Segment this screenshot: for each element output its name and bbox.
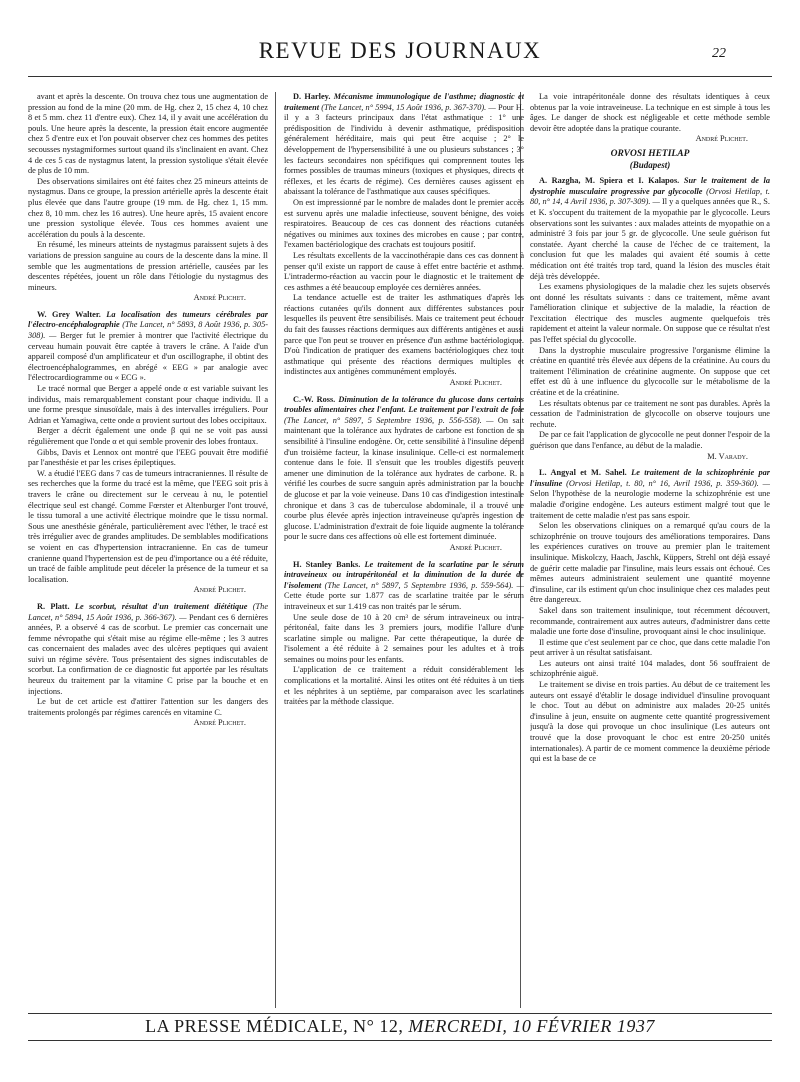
paragraph: Les résultats obtenus par ce traitement ne sont pas durables. Après la cessation de l'administration de glycocolle on observe toujours une rechute.: [530, 398, 770, 429]
paragraph: Le but de cet article est d'attirer l'attention sur les dangers des traitements prolongés par régimes carencés en vitamine C.: [28, 697, 268, 717]
article-title: Mécanisme immunologique de l'asthme; diagnostic et traitement: [284, 92, 524, 112]
paragraph: W. a étudié l'EEG dans 7 cas de tumeurs intracraniennes. Il résulte de ses recherches que la forme du tracé est la même, que l'EEG soit pris à travers le crâne ou directement sur le cerveau à nu, le potentiel électrique seul est changé. Comme Fœrster et Altenburger l'ont trouvé, le tissu tumoral a une activité électrique moindre que le tissu normal. Sous une anesthésie générale, particulièrement avec l'éther, le tracé est très irrégulier avec de grandes amplitudes. De semblables modifications se voient en cas d'hypertension intracranienne. En cas de tumeur cranienne quand l'hypertension est de peu d'importance ou a été réduite, un tracé de faible amplitude peut déceler la présence de la tumeur et sa localisation.: [28, 468, 268, 584]
paragraph: Des observations similaires ont été faites chez 25 mineurs atteints de nystagmus. Dans ce groupe, la pression artérielle après la descente était plus élevée que dans l'autre groupe (19 mm. de Hg. chez 1, 15 mm. chez 8, 10 mm. chez les 16 autres). Une heure après, 15 avaient encore une pression systolique élevée. Tous ces hommes avaient une accélération du pouls à la descente.: [28, 176, 268, 239]
article-author: C.-W. Ross.: [293, 394, 336, 404]
signature: André Plichet.: [695, 134, 748, 144]
article-author: R. Platt.: [37, 601, 70, 611]
paragraph: Gibbs, Davis et Lennox ont montré que l'EEG pouvait être modifié par l'anesthésie et par les crises épileptiques.: [28, 447, 268, 468]
journal-location: (Budapest): [629, 159, 671, 170]
paragraph: Sakel dans son traitement insulinique, tout récemment découvert, recommande, contrairement aux autres auteurs, d'administrer dans cette maladie une forte dose d'insuline, provoquant ainsi le choc insulinique.: [530, 605, 770, 637]
article-title: Diminution de la tolérance du glucose dans certains troubles alimentaires chez l'enfant. Le traitement par l'extrait de foie: [284, 394, 524, 415]
footer-rule: [28, 1040, 772, 1041]
header-rule: [28, 76, 772, 77]
article-text: Cette étude porte sur 1.877 cas de scarlatine traitée par le sérum intraveineux et sur 1.419 cas non traités par le sérum.: [284, 591, 524, 611]
paragraph: Berger a décrit également une onde β qui ne se voit pas aussi régulièrement que l'onde α et qui semble provenir des lobes frontaux.: [28, 426, 268, 446]
article-author: D. Harley.: [293, 92, 331, 101]
signature: André Plichet.: [449, 378, 502, 388]
article-reference: (The Lancet, n° 5897, 5 Septembre 1936, p. 559-564). —: [324, 580, 524, 590]
signature: André Plichet.: [193, 585, 246, 595]
paragraph: Les auteurs ont ainsi traité 104 malades, dont 56 souffraient de schizophrénie aiguë.: [530, 658, 770, 679]
paragraph: Les examens physiologiques de la maladie chez les sujets observés ont donné les résultats suivants : dans ce traitement, même avant l'amélioration clinique et subjective de la maladie, la réaction de l'excitation électrique des muscles augmente quelquefois très rapidement et atteint la valeur normale. On suppose que ce résultat n'est pas l'effet spécial du glycocolle.: [530, 282, 770, 345]
signature: André Plichet.: [193, 293, 246, 303]
paragraph: Le traitement se divise en trois parties. Au début de ce traitement les auteurs ont essayé d'établir le dosage individuel d'insuline provoquant le choc. Tout au début on administre aux malades 20-25 unités d'insuline à jeun, ensuite on augmente cette quantité progressivement jusqu'à la dose qui provoque un choc insulinique (Les auteurs ont trouvé que la dose provoquant le choc est entre 20-250 unités internationales). A partir de ce moment commence la deuxième période qui est la base de ce: [530, 680, 770, 764]
journal-heading: ORVOSI HETILAP: [610, 148, 690, 159]
article-entry: [28, 602, 268, 697]
footer-rule: [28, 1013, 772, 1014]
page-number: 22: [712, 46, 726, 61]
article-entry: [284, 92, 524, 198]
paragraph: L'application de ce traitement a réduit considérablement les complications et la mortalité. Ainsi les otites ont été réduites à un tiers et les néphrites à un septième, par comparaison avec les scarlatines traitées par la méthode classique.: [284, 665, 524, 707]
paragraph: En résumé, les mineurs atteints de nystagmus paraissent sujets à des variations de pression sanguine au cours de la descente dans la mine. Il semble que les augmentations de pression artérielle, causées par les descentes répétées, jouent un rôle dans l'étiologie du nystagmus des mineurs.: [28, 240, 268, 292]
paragraph: Dans la dystrophie musculaire progressive l'organisme élimine la créatine en quantité très élevée aux dépens de la créatinine. Au cours du traitement l'élimination de créatinine augmente. On suppose que cet effet est dû à une influence du glycocolle sur le métabolisme de la créatine et de la créatinine.: [530, 345, 770, 398]
article-reference: (The Lancet, n° 5893, 8 Août 1936, p. 305-308). —: [28, 320, 268, 341]
footer: [0, 1016, 800, 1037]
column-middle: [284, 92, 524, 1008]
article-reference: (The Lancet, n° 5897, 5 Septembre 1936, p. 556-558). —: [284, 415, 494, 425]
article-entry: [530, 176, 770, 282]
footer-journal: LA PRESSE MÉDICALE, N° 12,: [145, 1016, 404, 1036]
paragraph: Les résultats excellents de la vaccinothérapie dans ces cas donnent à penser qu'il existe un rapport de cause à effet entre bactérie et asthme. L'intradermo-réaction au vaccin pour le diagnostic et le traitement de ces asthmes a été beaucoup employée ces dernières années.: [284, 250, 524, 292]
paragraph: La voie intrapéritonéale donne des résultats identiques à ceux obtenus par la voie intraveineuse. La technique en est simple à tous les âges. Le danger de shock est négligeable et cette méthode semble devoir être adoptée dans la pratique courante.: [530, 92, 770, 133]
article-entry: [530, 468, 770, 521]
article-text: Pour H. il y a 3 facteurs principaux dans l'état asthmatique : 1° une prédisposition de l'individu à devenir asthmatique, prédisposition généralement héréditaire, mais qui peut être acquise ; 2° le développement de l'hypersensibilité à une ou plusieurs substances ; 3° les facteurs secondaires non spécifiques qui comprennent toutes les formes possibles de traumas mineurs (toxiques et physiques, directs et réflexes, et les écarts de régime). Ces dernières causes agissent en abaissant la tolérance de l'asthmatique aux causes spécifiques.: [284, 102, 524, 197]
paragraph: La tendance actuelle est de traiter les asthmatiques d'après les réactions cutanées qu'ils donnent aux différentes substances pour lesquelles ils peuvent être sensibilisés. Mais ce traitement peut échouer du fait des fausses réactions dermiques aux différents antigènes et aussi parce que l'on peut se trouver en présence d'un asthme bactériologique. D'où l'indication de pratiquer des examens bactériologiques chez tout asthmatique qui présente des réactions dermiques multiples et indistinctes aux antigènes communément employés.: [284, 293, 524, 377]
article-title: Le traitement de la schizophrénie par l'insuline: [530, 468, 770, 488]
article-entry: [284, 560, 524, 613]
article-title: Le traitement de la scarlatine par le sérum intraveineux ou intrapéritonéal et la diminution de la durée de l'isolement: [284, 559, 524, 590]
article-reference: (Orvosi Hetilap, t. 80, n° 14, 4 Avril 1936, p. 307-309). —: [530, 186, 770, 207]
article-author: W. Grey Walter.: [37, 309, 101, 319]
paragraph: On est impressionné par le nombre de malades dont le premier accès est survenu après une maladie infectieuse, souvent bénigne, des voies respiratoires. Beaucoup de ces cas donnent des réactions cutanées négatives ou minimes aux toxines des microbes en cause ; par contre, l'examen bactériologique des crachats est toujours positif.: [284, 197, 524, 250]
article-reference: (The Lancet, n° 5994, 15 Août 1936, p. 367-370). —: [321, 102, 496, 112]
article-text: Il y a quelques années que R., S. et K. s'occupent du traitement de la myopathie par le glycocolle. Leurs observations sont les suivantes : aux malades atteints de myopathie on a administré 3 fois par jour 5 gr. de glycocolle. Une seule guérison fut constatée. Ayant cherché la cause de l'échec de ce traitement, la conclusion fut que les malades qui avaient été soumis à cette médication ont été traités trop tard, quand la lésion des muscles était déjà très développée.: [530, 197, 770, 281]
article-author: L. Angyal et M. Sahel.: [539, 468, 627, 478]
article-title: Le scorbut, résultat d'un traitement diététique: [74, 601, 248, 611]
article-text: Pendant ces 6 dernières années, P. a observé 4 cas de scorbut. Le premier cas concernait une femme névropathe qui s'était mise au régime elle-même ; les 3 autres cas concernaient des malades avec des ulcères peptiques qui avaient suivi un régime sévère. Tous présentaient des signes indiscutables de scorbut. La confirmation de ce diagnostic fut apportée par les résultats heureux du traitement par la vitamine C prise par la bouche et en injections.: [28, 612, 268, 696]
article-reference: (Orvosi Hetilap, t. 80, n° 16, Avril 1936, p. 359-360). —: [566, 478, 770, 488]
column-left: [28, 92, 268, 1008]
article-reference: (The Lancet, n° 5894, 15 Août 1936, p. 366-367). —: [28, 601, 268, 622]
signature: André Plichet.: [193, 718, 246, 728]
article-text: Berger fut le premier à montrer que l'activité électrique du cerveau humain pouvait être captée à travers le crâne. A l'aide d'un appareil composé d'un amplificateur et d'un oscillographe, il obtint des électroencéphalogrammes, en abrégé « EEG » par analogie avec l'électrocardiogramme ou « ECG ».: [28, 331, 268, 383]
article-title: La localisation des tumeurs cérébrales par l'électro-encéphalographie: [28, 309, 268, 330]
paragraph: Il estime que c'est seulement par ce choc, que dans cette maladie l'on peut arriver à un résultat satisfaisant.: [530, 637, 770, 658]
article-entry: [284, 395, 524, 543]
paragraph: avant et après la descente. On trouva chez tous une augmentation de pression au fond de la mine (20 mm. de Hg. chez 2, 15 chez 4, 10 chez 8 et 5 mm. chez 11 d'entre eux). Chez 14, il y avait une accélération du pouls. Une heure après la descente, la pression était encore augmentée chez 5 d'entre eux et l'on pouvait observer chez ces hommes des petites secousses nystagmiformes surtout quand ils s'inclinaient en avant. Chez 4 de ces 5 cas de nystagmus latent, la pression systolique s'était élevée de plus de 10 mm.: [28, 92, 268, 176]
signature: M. Varady.: [707, 451, 748, 461]
paragraph: Selon les observations cliniques on a remarqué qu'au cours de la schizophrénie on trouve toujours des améliorations temporaires. Dans les expériences curatives on trouve au premier plan le traitement insulinique. Miskolczy, Haach, Jaschk, Küppers, Strehl ont déjà essayé de guérir cette maladie par l'insuline, mais leurs essais ont échoué. Ces mêmes auteurs administraient seulement une quantité moyenne d'insuline, car ils estiment qu'un choc insulinique chez ces malades peut être dangereux.: [530, 521, 770, 605]
article-text: Selon l'hypothèse de la neurologie moderne la schizophrénie est une maladie d'origine endogène. Les auteurs estiment malgré tout que le traitement de cette maladie n'est pas sans espoir.: [530, 489, 770, 520]
column-right: [530, 92, 770, 1008]
footer-date: MERCREDI, 10 FÉVRIER 1937: [408, 1016, 655, 1036]
article-text: On sait maintenant que la tolérance aux hydrates de carbone est fonction de sa sensibilité à l'insuline endogène. Or, cette sensibilité à l'insuline dépend d'un troisième facteur, la kinase insulinique. Celle-ci est normalement contenue dans le foie. Il s'ensuit que les troubles digestifs peuvent amener une diminution de la tolérance aux hydrates de carbone. R. a vérifié les courbes de sucre sanguin après administration par la bouche de glucose et par la voie veineuse. Dans 10 cas d'indigestion intestinale chronique et dans 3 cas de tuberculose abdominale, il a trouvé une courbe plus élevée après injection intraveineuse qu'après ingestion de glucose. L'administration d'extrait de foie liquide augmente la tolérance pour le sucre dans ces affections où elle est fortement diminuée.: [284, 415, 524, 542]
paragraph: Le tracé normal que Berger a appelé onde α est variable suivant les individus, mais remarquablement constant pour chaque individu. Il a une forme presque sinusoïdale, mais à des intervalles irréguliers. Pour Adrian et Yamagiwa, cette onde α provient surtout des lobes occipitaux.: [28, 384, 268, 425]
column-divider: [275, 92, 276, 1008]
article-title: Sur le traitement de la dystrophie musculaire progressive par glycocolle: [530, 176, 770, 196]
article-entry: [28, 310, 268, 384]
article-author: H. Stanley Banks.: [293, 559, 361, 569]
paragraph: Une seule dose de 10 à 20 cm³ de sérum intraveineux ou intra-péritonéal, faite dans les 3 premiers jours, modifie l'allure d'une scarlatine simple ou maligne. Par cette thérapeutique, la durée de l'isolement a été réduite à 2 semaines pour les adultes et à trois semaines ou moins pour les enfants.: [284, 612, 524, 664]
article-author: A. Razgha, M. Spiera et I. Kalapos.: [539, 176, 680, 186]
signature: André Plichet.: [449, 542, 502, 552]
paragraph: De par ce fait l'application de glycocolle ne peut donner l'espoir de la guérison que dans l'enfance, au début de la maladie.: [530, 430, 770, 450]
journal-section-title: REVUE DES JOURNAUX: [258, 38, 542, 63]
